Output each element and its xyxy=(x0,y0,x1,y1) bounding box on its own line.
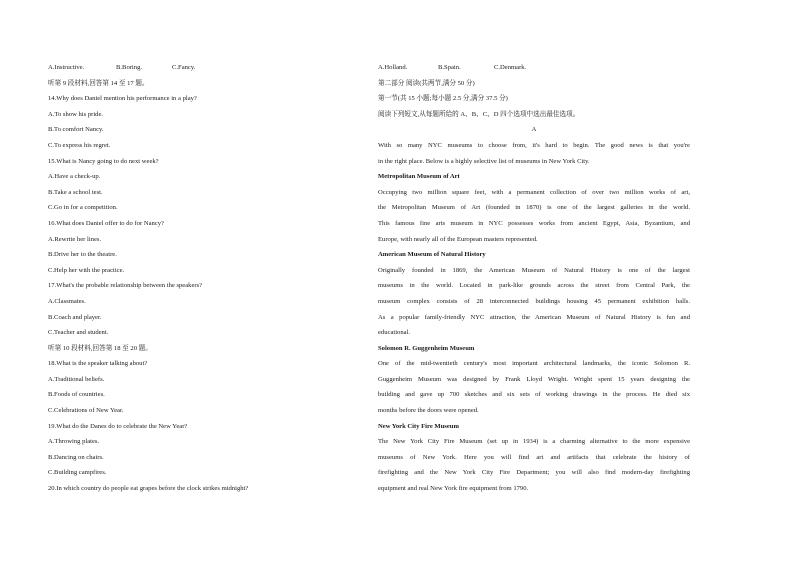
option-b[interactable]: B.Drive her to the theatre. xyxy=(48,251,117,259)
option-c[interactable]: C.Fancy. xyxy=(172,64,196,71)
option-a[interactable]: A.Have a check-up. xyxy=(48,173,101,181)
body-line: museums of New York. Here you will find art and artifacts that celebrate the history of xyxy=(378,453,690,461)
passage-9-heading: 听第 9 段材料,回答第 14 至 17 题。 xyxy=(48,79,149,87)
museum-title-fire-museum: New York City Fire Museum xyxy=(378,422,459,430)
museum-title-natural-history: American Museum of Natural History xyxy=(378,251,486,259)
option-b[interactable]: B.Boring. xyxy=(116,64,143,71)
option-a[interactable]: A.Throwing plates. xyxy=(48,438,100,446)
body-line: One of the mid-twentieth century's most important architectural landmarks, the iconic Solomon R. xyxy=(378,360,690,368)
section-1-heading: 第一节(共 15 小题;每小题 2.5 分,满分 37.5 分) xyxy=(378,95,508,103)
option-b[interactable]: B.To comfort Nancy. xyxy=(48,126,104,134)
question-16: 16.What does Daniel offer to do for Nancy? xyxy=(48,219,164,227)
body-line: The New York City Fire Museum (set up in 1934) is a charming alternative to the more expensive xyxy=(378,438,690,446)
option-c[interactable]: C.To express his regret. xyxy=(48,141,111,149)
body-line: the Metropolitan Museum of Art (founded in 1870) is one of the largest galleries in the world. xyxy=(378,204,690,212)
option-a[interactable]: A.Instructive. xyxy=(48,64,85,71)
question-20: 20.In which country do people eat grapes before the clock strikes midnight? xyxy=(48,485,249,493)
option-c[interactable]: C.Help her with the practice. xyxy=(48,266,125,274)
question-18: 18.What is the speaker talking about? xyxy=(48,360,148,368)
right-column xyxy=(378,60,690,497)
option-c[interactable]: C.Go in for a competition. xyxy=(48,204,118,212)
body-line: museum complex consists of 28 interconnected buildings housing 45 permanent exhibition halls. xyxy=(378,297,690,305)
body-line: Originally founded in 1869, the American Museum of Natural History is one of the largest xyxy=(378,266,690,274)
passage-10-heading: 听第 10 段材料,回答第 18 至 20 题。 xyxy=(48,344,152,352)
body-line: firefighting and the New York City Fire Department; you will also find modern-day firefighting xyxy=(378,469,690,477)
body-line: Occupying two million square feet, with a permanent collection of over two million works of art, xyxy=(378,188,690,196)
body-line: museums in the world. Located in park-like grounds across the street from Central Park, the xyxy=(378,282,690,290)
option-b[interactable]: B.Foods of countries. xyxy=(48,391,105,399)
body-line: Europe, with nearly all of the European masters represented. xyxy=(378,235,538,243)
option-b[interactable]: B.Coach and player. xyxy=(48,313,102,321)
option-c[interactable]: C.Celebrations of New Year. xyxy=(48,407,124,415)
option-b[interactable]: B.Dancing on chairs. xyxy=(48,453,104,461)
body-line: months before the doors were opened. xyxy=(378,407,479,415)
option-c[interactable]: C.Building campfires. xyxy=(48,469,107,477)
question-14: 14.Why does Daniel mention his performance in a play? xyxy=(48,95,197,103)
body-line: educational. xyxy=(378,329,411,337)
option-a[interactable]: A.Rewrite her lines. xyxy=(48,235,102,243)
option-c[interactable]: C.Teacher and student. xyxy=(48,329,109,337)
option-a[interactable]: A.Holland. xyxy=(378,64,408,71)
question-19: 19.What do the Danes do to celebrate the New Year? xyxy=(48,422,188,430)
q13-options xyxy=(48,60,358,76)
option-a[interactable]: A.To show his pride. xyxy=(48,110,104,118)
passage-label: A xyxy=(531,126,537,134)
body-line: Guggenheim Museum was designed by Frank Lloyd Wright. Wright spent 15 years designing the xyxy=(378,375,690,383)
question-17: 17.What's the probable relationship between the speakers? xyxy=(48,282,203,290)
part-2-heading: 第二部分 阅读(共两节,满分 50 分) xyxy=(378,79,475,87)
intro-line: in the right place. Below is a highly selective list of museums in New York City. xyxy=(378,157,590,165)
body-line: equipment and real New York fire equipment from 1790. xyxy=(378,485,529,493)
museum-title-guggenheim: Solomon R. Guggenheim Museum xyxy=(378,344,475,352)
instructions: 阅读下列短文,从每题所给的 A、B、C、D 四个选项中选出最佳选项。 xyxy=(378,110,580,118)
option-c[interactable]: C.Denmark. xyxy=(494,64,527,71)
museum-title-metropolitan: Metropolitan Museum of Art xyxy=(378,173,460,181)
option-a[interactable]: A.Traditional beliefs. xyxy=(48,375,105,383)
left-column xyxy=(48,60,358,497)
option-a[interactable]: A.Classmates. xyxy=(48,297,86,305)
body-line: This famous fine arts museum in NYC possesses works from ancient Egypt, Asia, Byzantium, and xyxy=(378,219,690,227)
body-line: As a popular family-friendly NYC attraction, the American Museum of Natural History is fun and xyxy=(378,313,690,321)
q20-options xyxy=(378,60,690,76)
body-line: building and gave up 700 sketches and six sets of working drawings in the process. He died six xyxy=(378,391,690,399)
option-b[interactable]: B.Take a school test. xyxy=(48,188,103,196)
question-15: 15.What is Nancy going to do next week? xyxy=(48,157,159,165)
option-b[interactable]: B.Spain. xyxy=(438,64,461,71)
intro-line: With so many NYC museums to choose from, it's hard to begin. The good news is that you're xyxy=(378,141,690,149)
